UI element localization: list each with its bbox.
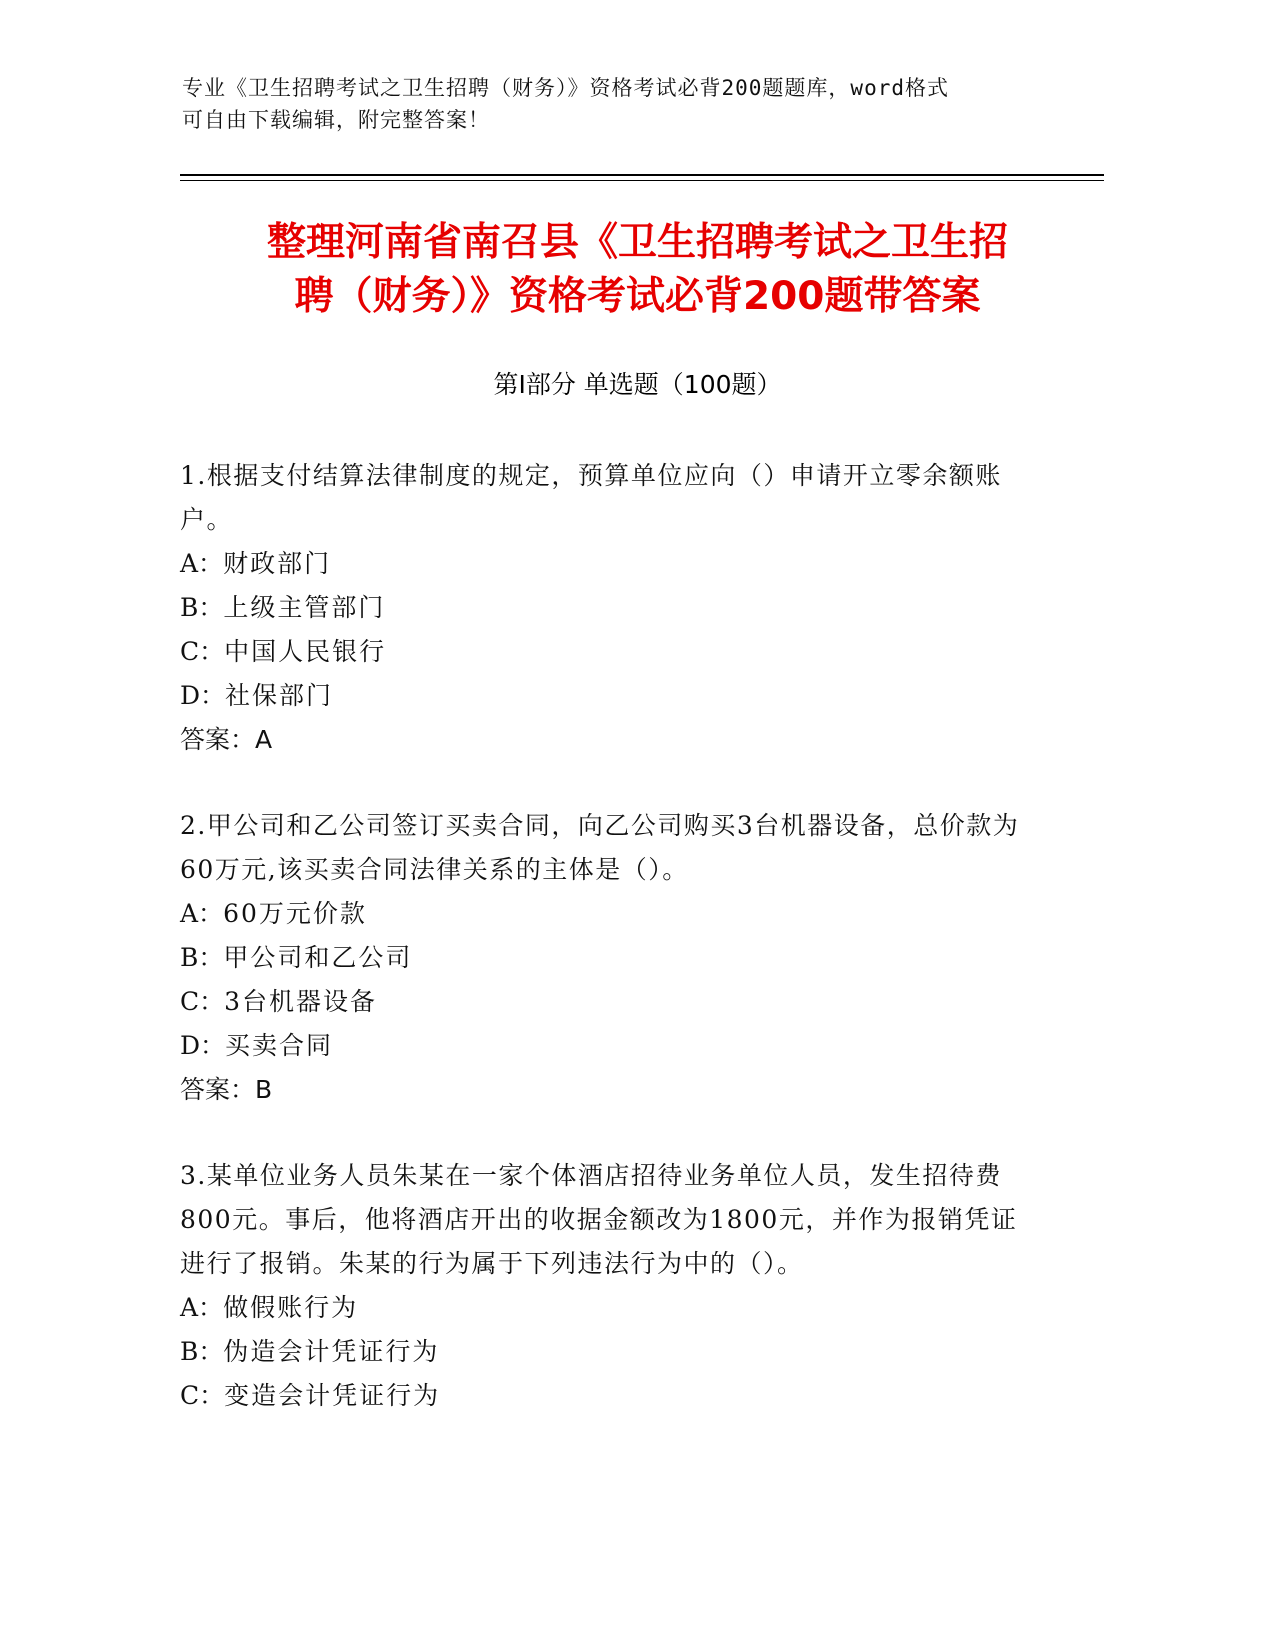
option-key: B： [180, 1337, 224, 1366]
option-key: A： [180, 1293, 224, 1322]
option-c [180, 980, 1040, 1024]
document-title-line-1: 整理河南省南召县《卫生招聘考试之卫生招 [266, 220, 1008, 265]
option-d [180, 1024, 1040, 1068]
answer: 答案：A [180, 725, 273, 754]
option-text: 中国人民银行 [224, 637, 387, 666]
document-title [150, 216, 1125, 324]
option-a [180, 542, 1040, 586]
option-b [180, 1330, 1040, 1374]
answer: 答案：B [180, 1075, 273, 1104]
header-note-line-2: 可自由下载编辑，附完整答案！ [182, 108, 490, 132]
option-key: D： [180, 681, 226, 710]
question-1 [180, 454, 1040, 762]
option-b [180, 936, 1040, 980]
question-stem: 3.某单位业务人员朱某在一家个体酒店招待业务单位人员，发生招待费800元。事后，他将酒店开出的收据金额改为1800元，并作为报销凭证进行了报销。朱某的行为属于下列违法行为中的（）。 [180, 1161, 1018, 1278]
header-divider-thick [180, 174, 1104, 176]
question-stem: 2.甲公司和乙公司签订买卖合同，向乙公司购买3台机器设备，总价款为60万元,该买卖合同法律关系的主体是（）。 [180, 811, 1020, 884]
option-text: 伪造会计凭证行为 [223, 1337, 440, 1366]
section-heading: 第Ⅰ部分 单选题（100题） [493, 370, 782, 399]
option-a [180, 1286, 1040, 1330]
document-title-line-2: 聘（财务）》资格考试必背200题带答案 [294, 274, 981, 319]
option-text: 变造会计凭证行为 [224, 1381, 441, 1410]
option-c [180, 1374, 1040, 1418]
option-d [180, 674, 1040, 718]
option-key: A： [180, 899, 224, 928]
header-divider-thin [180, 180, 1104, 181]
question-stem: 1.根据支付结算法律制度的规定，预算单位应向（）申请开立零余额账户。 [180, 461, 1002, 534]
option-text: 社保部门 [225, 681, 334, 710]
option-text: 上级主管部门 [223, 593, 386, 622]
option-key: B： [180, 943, 224, 972]
question-list [180, 454, 1040, 1460]
header-note-line-1: 专业《卫生招聘考试之卫生招聘（财务）》资格考试必背200题题库，word格式 [182, 76, 949, 100]
option-text: 60万元价款 [223, 899, 367, 928]
header-note [182, 72, 1052, 136]
option-key: A： [180, 549, 224, 578]
option-b [180, 586, 1040, 630]
option-a [180, 892, 1040, 936]
option-key: C： [180, 637, 225, 666]
option-text: 做假账行为 [223, 1293, 359, 1322]
option-c [180, 630, 1040, 674]
option-text: 财政部门 [223, 549, 332, 578]
option-text: 买卖合同 [225, 1031, 334, 1060]
question-2 [180, 804, 1040, 1112]
option-key: C： [180, 987, 225, 1016]
option-key: B： [180, 593, 224, 622]
option-key: C： [180, 1381, 225, 1410]
option-text: 3台机器设备 [224, 987, 378, 1016]
question-3 [180, 1154, 1040, 1418]
option-text: 甲公司和乙公司 [223, 943, 413, 972]
option-key: D： [180, 1031, 226, 1060]
